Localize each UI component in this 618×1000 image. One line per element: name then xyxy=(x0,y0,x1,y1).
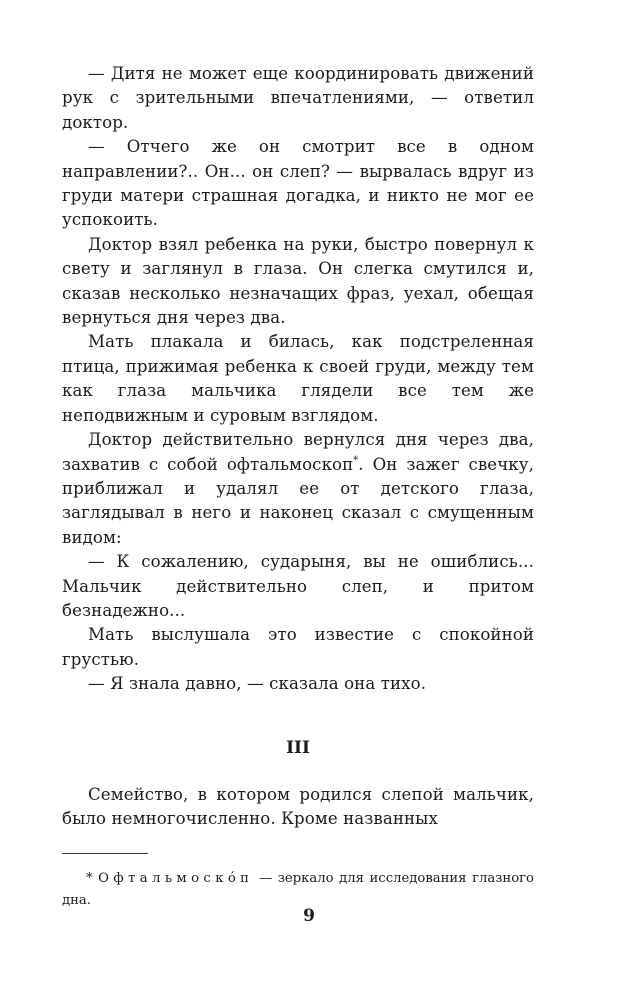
paragraph-doctor-returns-start: Доктор действительно вернулся дня через два, захватив с собой офтальмоскоп xyxy=(62,430,534,474)
paragraph-doctor-returns-end: . Он зажег свечку, приближал и удалял ее от детского глаза, заглядывал в него и наконец сказал с смущенным видом: xyxy=(62,454,535,547)
footnote-definition: — зеркало для исследования глазного дна. xyxy=(62,871,534,909)
paragraph-mother-cries: Мать плакала и билась, как подстреленная птица, прижимая ребенка к своей груди, между тем как глаза мальчика глядели все тем же неподвижным и суровым взглядом. xyxy=(62,332,534,425)
footnote-marker: * xyxy=(86,871,93,887)
book-page xyxy=(62,62,534,912)
paragraph-mother-question: — Отчего же он смотрит все в одном направлении?.. Он... он слеп? — вырвалась вдруг из груди матери страшная догадка, и никто не мог ее успокоить. xyxy=(62,137,534,230)
paragraph-mother-knew: — Я знала давно, — сказала она тихо. xyxy=(88,674,427,694)
page-number: 9 xyxy=(303,906,315,926)
paragraph-mother-listens: Мать выслушала это известие с спокойной грустью. xyxy=(62,625,534,669)
paragraph-doctor-examines: Доктор взял ребенка на руки, быстро повернул к свету и заглянул в глаза. Он слегка смутился и, сказав несколько незначащих фраз, уехал, обещая вернуться дня через два. xyxy=(62,234,534,328)
paragraph-doctor-verdict: — К сожалению, сударыня, вы не ошиблись... Мальчик действительно слеп, и притом безнадежно... xyxy=(62,552,534,620)
footnote-divider xyxy=(62,853,148,854)
paragraph-family: Семейство, в котором родился слепой мальчик, было немногочисленно. Кроме названных xyxy=(62,784,534,828)
chapter-heading: III xyxy=(286,737,310,758)
paragraph-doctor-returns xyxy=(62,428,534,550)
footnote-term: Офтальмоскóп xyxy=(98,871,254,887)
footnote-reference-marker: * xyxy=(353,454,359,466)
paragraph-child-coordination: — Дитя не может еще координировать движений рук с зрительными впечатлениями, — ответил доктор. xyxy=(62,64,534,132)
